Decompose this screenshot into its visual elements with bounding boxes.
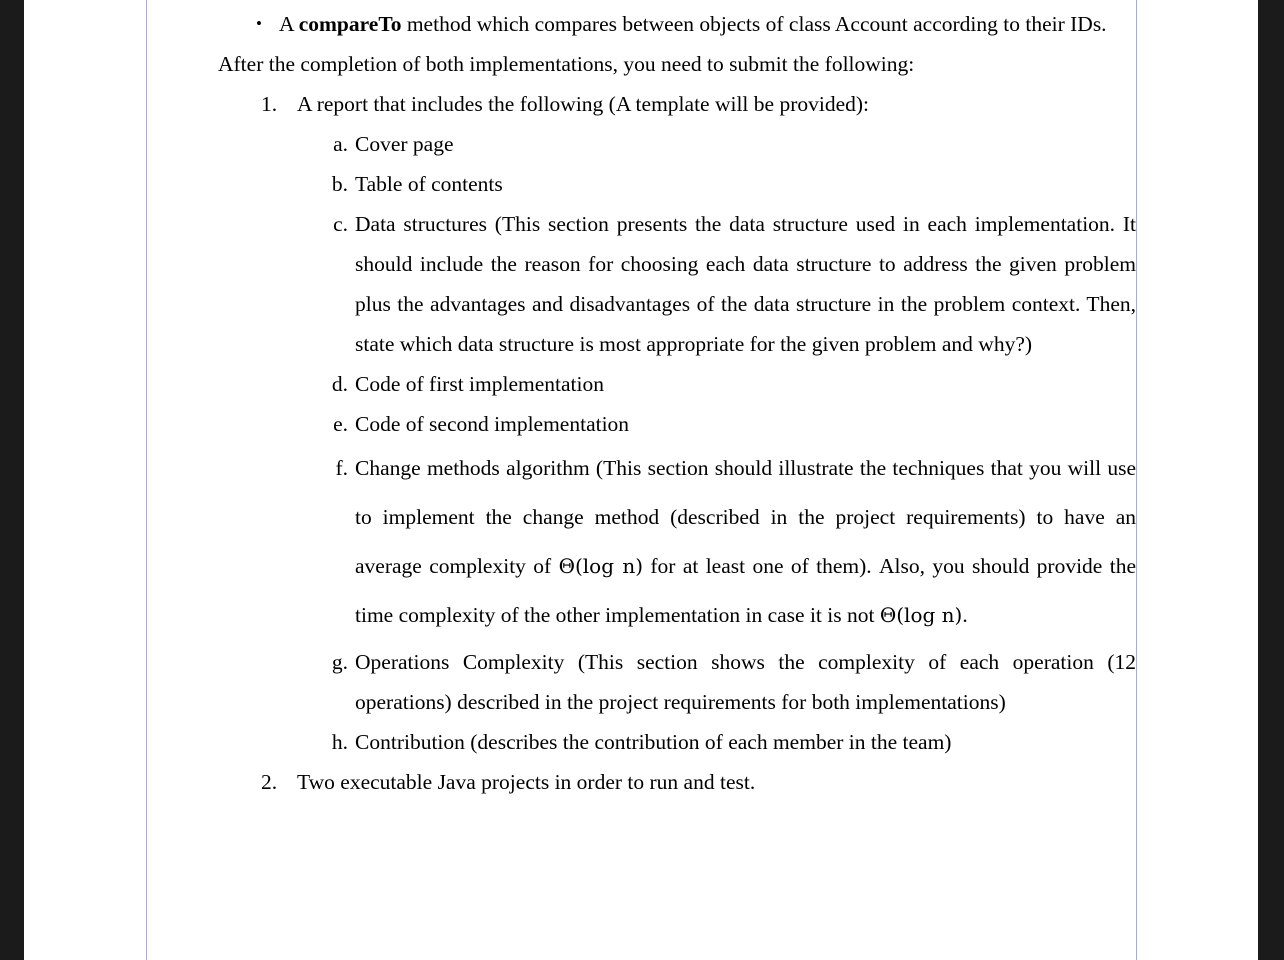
list-item-1b-marker: b. [331, 172, 348, 196]
list-item-1c-marker: c. [333, 212, 348, 236]
list-item-bullet-compareto [146, 4, 1136, 44]
bullet-compareto-text-before: A [279, 12, 299, 36]
list-item-1 [146, 84, 1136, 124]
list-item-1f-marker: f. [335, 456, 348, 480]
page-sheet [24, 0, 1258, 960]
list-item-1g [146, 642, 1136, 722]
list-item-1f-text [355, 444, 1136, 640]
bullet-compareto-text [279, 4, 1136, 44]
list-item-1a [146, 124, 1136, 164]
list-item-1e-marker: e. [333, 412, 348, 436]
intro-paragraph [146, 44, 1136, 84]
bullet-compareto-bold-term: compareTo [298, 12, 402, 36]
list-item-1g-marker: g. [331, 650, 348, 674]
list-item-1g-text: Operations Complexity (This section shows the complexity of each operation (12 operations) described in the project requirements for both implementations) [355, 650, 1136, 714]
viewer-right-gutter [1258, 0, 1284, 960]
list-item-1a-text: Cover page [355, 132, 454, 156]
list-item-1-text: A report that includes the following (A template will be provided): [297, 92, 870, 116]
viewer-left-gutter [0, 0, 24, 960]
list-item-1c-text: Data structures (This section presents the data structure used in each implementation. It should include the reason for choosing each data structure to address the given problem plus the advantages and disadvantages of the data structure in the problem context. Then, state which data structure is most appropriate for the given problem and why?) [355, 212, 1136, 356]
bullet-compareto-text-after: method which compares between objects of class Account according to their IDs. [401, 12, 1107, 36]
intro-paragraph-text: After the completion of both implementations, you need to submit the following: [218, 52, 915, 76]
list-item-2 [146, 762, 1136, 802]
list-item-1d-text: Code of first implementation [355, 372, 604, 396]
list-item-1f [146, 444, 1136, 642]
list-item-2-text: Two executable Java projects in order to run and test. [297, 770, 756, 794]
list-item-2-marker: 2. [261, 770, 278, 794]
list-item-1a-marker: a. [333, 132, 348, 156]
theta-log-n-expression-2: Θ(log n) [879, 603, 963, 627]
list-item-1b [146, 164, 1136, 204]
document-text-body [146, 0, 1136, 960]
list-item-1h-text: Contribution (describes the contribution of each member in the team) [355, 730, 952, 754]
list-item-1h-marker: h. [331, 730, 348, 754]
list-item-1d-marker: d. [331, 372, 348, 396]
list-item-1c [146, 204, 1136, 364]
list-item-1b-text: Table of contents [355, 172, 503, 196]
page-border-right [1136, 0, 1137, 960]
list-item-1h [146, 722, 1136, 762]
bullet-marker-icon: • [256, 14, 262, 33]
list-item-1f-text-part-2: for at least one of them). Also, you should provide the time complexity of the other implementation in case it is not [355, 554, 1136, 627]
list-item-1e [146, 404, 1136, 444]
theta-log-n-expression-1: Θ(log n) [558, 554, 644, 578]
list-item-1-marker: 1. [261, 92, 278, 116]
list-item-1f-text-part-3: . [962, 603, 968, 627]
list-item-1d [146, 364, 1136, 404]
list-item-1e-text: Code of second implementation [355, 412, 630, 436]
list-item-1f-text-part-1: Change methods algorithm (This section should illustrate the techniques that you will use to implement the change method (described in the project requirements) to have an average complexity of [355, 456, 1136, 578]
